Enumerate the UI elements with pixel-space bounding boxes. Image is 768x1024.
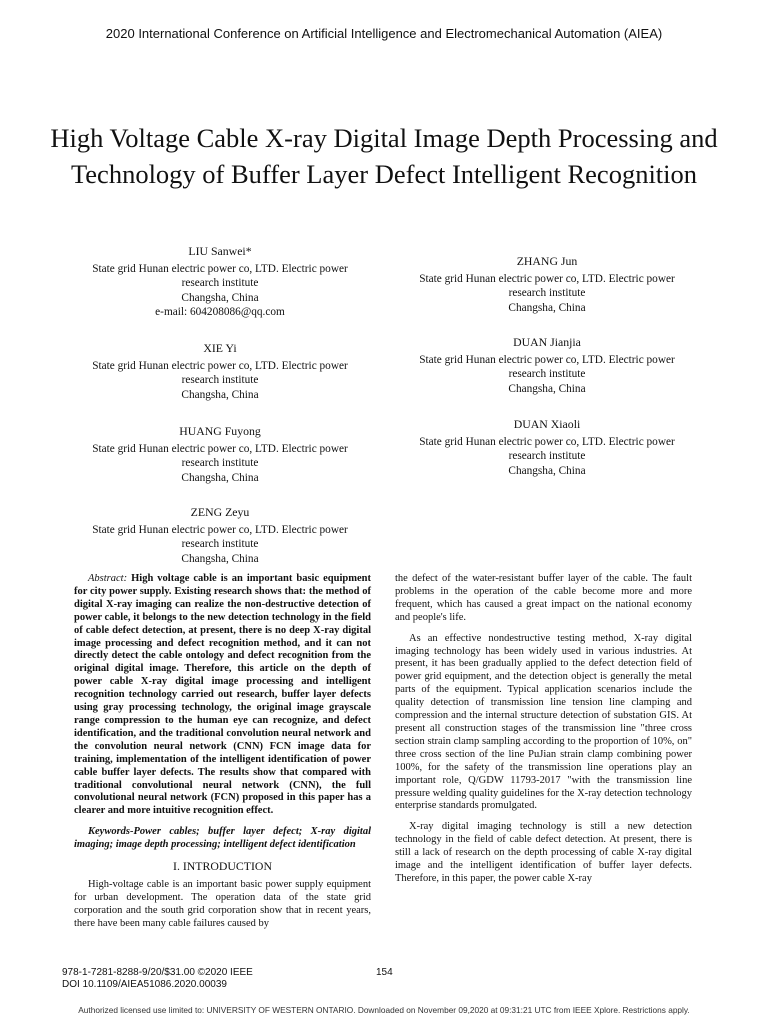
author-affiliation: State grid Hunan electric power co, LTD. Electric power [419, 436, 675, 449]
author-affiliation: research institute [181, 538, 259, 551]
author-affiliation: State grid Hunan electric power co, LTD. Electric power [419, 273, 675, 286]
author-location: Changsha, China [508, 382, 586, 395]
author-block [387, 335, 707, 396]
abstract-paragraph: Abstract: High voltage cable is an important basic equipment for city power supply. Existing research shows that: the method of digital X-ray imaging can realize the non-destructive detection of power cable, it belongs to the new detection technology in the field of cable defect detection, at present, there is no deep X-ray digital image processing and defect recognition method, and it can not directly detect the cable ontology and defect recognition from the original digital image. Therefore, this article on the depth of power cable X-ray digital image processing and intelligent recognition technology carried out research, buffer layer defects using gray processing technology, the original image grayscale range compression to the human eye can recognize, and defect identification, and the traditional convolution neural network and the convolution neural network (CNN) FCN image data for training, implementation of the intelligent identification of power cable buffer layer defects. The results show that compared with traditional convolutional neural network (CNN), the full convolutional neural network (FCN) proposed in this paper has a clearer and more intuitive recognition effect. [74, 573, 371, 817]
author-location: Changsha, China [508, 464, 586, 477]
author-block [387, 254, 707, 315]
author-affiliation: research institute [508, 287, 586, 300]
author-location: Changsha, China [181, 471, 259, 484]
author-block [60, 244, 380, 319]
abstract-text: High voltage cable is an important basic equipment for city power supply. Existing research shows that: the method of digital X-ray imaging can realize the non-destructive detection of power cable, it belongs to the new detection technology in the field of cable defect detection, at present, there is no deep X-ray digital image processing and defect recognition method, and it can not directly detect the cable ontology and defect recognition from the original digital image. Therefore, this article on the depth of power cable X-ray digital image processing and intelligent recognition technology carried out research, buffer layer defects using gray processing technology, the original image grayscale range compression to the human eye can recognize, and defect identification, and the traditional convolution neural network and the convolution neural network (CNN) FCN image data for training, implementation of the intelligent identification of power cable buffer layer defects. The results show that compared with traditional convolutional neural network (CNN), the full convolutional neural network (FCN) proposed in this paper has a clearer and more intuitive recognition effect. [74, 573, 371, 817]
author-affiliation: research institute [181, 374, 259, 387]
author-block [60, 505, 380, 566]
author-location: Changsha, China [181, 291, 259, 304]
page-number: 154 [376, 967, 393, 978]
author-location: Changsha, China [508, 301, 586, 314]
body-paragraph: As an effective nondestructive testing method, X-ray digital imaging technology has been widely used in various industries. At present, it has been gradually applied to the defect detection field of power grid equipment, and the detection object is generally the metal parts of the equipment. Typical application scenarios include the quality detection of transmission line tension line clamping and compression and the internal structure detection of substation GIS. At present all construction stages of the transmission line "three cross section strain clamp sampling according to the proportion of 10%, on" three cross section of the line PuJian strain clamp combining power 100%, for the safety of the transmission line operations play an important role, Q/GDW 11793-2017 "with the transmission line pressure welding quality guidelines for the X-ray detection technology enterprise standards promulgated. [395, 632, 692, 812]
author-name: DUAN Xiaoli [513, 417, 581, 431]
author-name: HUANG Fuyong [179, 424, 261, 438]
body-paragraph: High-voltage cable is an important basic power supply equipment for urban development. The operation data of the state grid corporation and the south grid corporation show that in recent years, there have been many cable failures caused by [74, 878, 371, 929]
author-location: Changsha, China [181, 388, 259, 401]
author-name: ZENG Zeyu [190, 505, 250, 519]
footer-publication-info [62, 967, 253, 991]
author-affiliation: research institute [181, 457, 259, 470]
left-column [74, 573, 371, 931]
license-notice: Authorized licensed use limited to: UNIVERSITY OF WESTERN ONTARIO. Downloaded on November 09,2020 at 09:31:21 UTC from IEEE Xplore. Restrictions apply. [78, 1005, 690, 1015]
author-name: LIU Sanwei* [188, 244, 252, 258]
footer-doi: DOI 10.1109/AIEA51086.2020.00039 [62, 979, 227, 990]
author-block [60, 424, 380, 485]
author-affiliation: research institute [181, 277, 259, 290]
author-name: ZHANG Jun [516, 254, 578, 268]
conference-header: 2020 International Conference on Artificial Intelligence and Electromechanical Automation (AIEA) [105, 26, 663, 41]
author-affiliation: research institute [508, 368, 586, 381]
abstract-label: Abstract [88, 573, 124, 584]
author-block [387, 417, 707, 478]
section-heading: I. INTRODUCTION [173, 859, 272, 874]
author-affiliation: State grid Hunan electric power co, LTD. Electric power [92, 524, 348, 537]
footer-isbn: 978-1-7281-8288-9/20/$31.00 ©2020 IEEE [62, 967, 253, 978]
keywords: Keywords-Power cables; buffer layer defect; X-ray digital imaging; image depth processing; intelligent defect identification [74, 826, 371, 851]
body-paragraph: X-ray digital imaging technology is still a new detection technology in the field of cable defect detection. At present, there is still a lack of research on the depth processing of cable X-ray digital image and the intelligent identification of buffer layer defects. Therefore, in this paper, the power cable X-ray [395, 821, 692, 884]
author-name: DUAN Jianjia [513, 335, 581, 349]
author-affiliation: State grid Hunan electric power co, LTD. Electric power [92, 443, 348, 456]
author-block [60, 341, 380, 402]
paper-title: High Voltage Cable X-ray Digital Image Depth Processing and Technology of Buffer Layer Defect Intelligent Recognition [50, 123, 718, 189]
author-affiliation: State grid Hunan electric power co, LTD. Electric power [92, 360, 348, 373]
author-affiliation: State grid Hunan electric power co, LTD. Electric power [92, 263, 348, 276]
right-column [395, 573, 692, 886]
body-paragraph: the defect of the water-resistant buffer layer of the cable. The fault problems in the operation of the cable become more and more frequent, which has caused a great impact on the national economy and people's life. [395, 573, 692, 623]
author-affiliation: research institute [508, 450, 586, 463]
author-affiliation: State grid Hunan electric power co, LTD. Electric power [419, 354, 675, 367]
author-location: Changsha, China [181, 552, 259, 565]
author-name: XIE Yi [203, 341, 237, 355]
author-email: e-mail: 604208086@qq.com [155, 305, 285, 318]
